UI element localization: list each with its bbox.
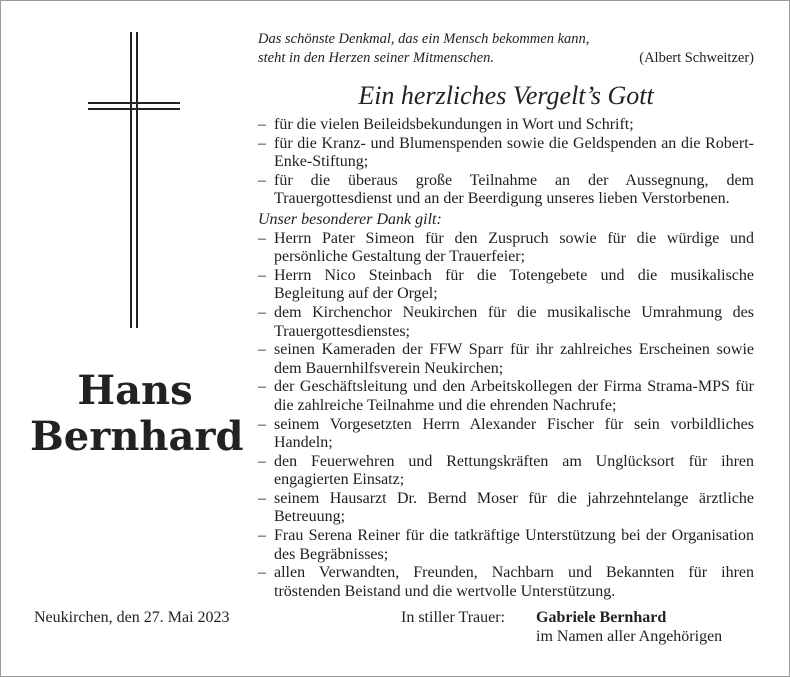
special-thanks-heading: Unser besonderer Dank gilt: [258,210,442,228]
list-item: – seinem Hausarzt Dr. Bernd Moser für die jahrzehntelange ärztliche Betreuung; [258,490,754,527]
deceased-first-name: Hans [77,367,193,414]
list-item: – der Geschäftsleitung und den Arbeitskollegen der Firma Strama-MPS für die zahlreiche Teilnahme und die ehrenden Nachrufe; [258,378,754,415]
thanks-body [258,116,754,601]
place-date: Neukirchen, den 27. Mai 2023 [34,609,230,626]
quote [258,30,754,68]
list-item: – seinen Kameraden der FFW Sparr für ihr zahlreiches Erscheinen sowie dem Bauernhilfsverein Neukirchen; [258,341,754,378]
cross-icon [88,32,180,328]
list-item: – Frau Serena Reiner für die tatkräftige Unterstützung bei der Organisation des Begräbnisses; [258,527,754,564]
general-thanks-list [258,116,754,209]
list-item: – für die Kranz- und Blumenspenden sowie die Geldspenden an die Robert-Enke-Stiftung; [258,135,754,172]
list-item: – Herrn Pater Simeon für den Zuspruch sowie für die würdige und persönliche Gestaltung der Trauerfeier; [258,230,754,267]
deceased-name [30,367,244,460]
list-item: – allen Verwandten, Freunden, Nachbarn und Bekannten für ihren tröstenden Beistand und die wertvolle Unterstützung. [258,564,754,601]
thanks-title: Ein herzliches Vergelt’s Gott [358,81,654,110]
list-item: – den Feuerwehren und Rettungskräften am Unglücksort für ihren engagierten Einsatz; [258,453,754,490]
mourning-label: In stiller Trauer: [401,609,505,626]
mourner-subtitle: im Namen aller Angehörigen [536,628,723,645]
list-item: – für die überaus große Teilnahme an der Aussegnung, dem Trauergottesdienst und an der Beerdigung unseres lieben Verstorbenen. [258,172,754,209]
list-item: – Herrn Nico Steinbach für die Totengebete und die musikalische Begleitung auf der Orgel; [258,267,754,304]
quote-author: (Albert Schweitzer) [639,50,754,66]
quote-line-1: Das schönste Denkmal, das ein Mensch bekommen kann, [258,31,590,47]
deceased-last-name: Bernhard [30,413,244,460]
list-item: – seinem Vorgesetzten Herrn Alexander Fischer für sein vorbildliches Handeln; [258,416,754,453]
quote-line-2: steht in den Herzen seiner Mitmenschen. [258,50,494,66]
list-item: – dem Kirchenchor Neukirchen für die musikalische Umrahmung des Trauergottesdienstes; [258,304,754,341]
list-item: – für die vielen Beileidsbekundungen in Wort und Schrift; [258,116,754,135]
special-thanks-list [258,230,754,602]
mourner-name: Gabriele Bernhard [536,609,667,626]
